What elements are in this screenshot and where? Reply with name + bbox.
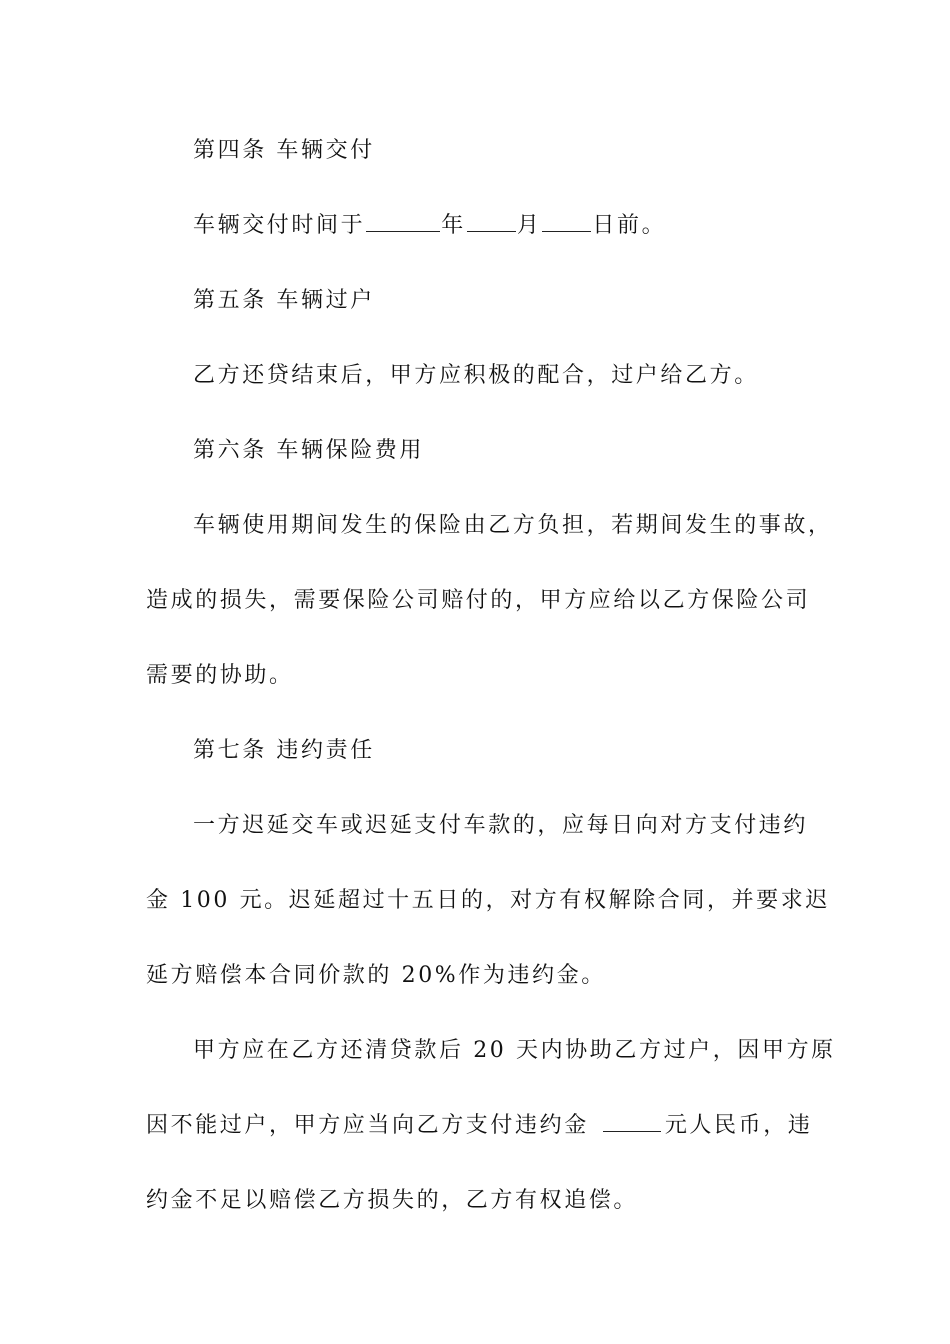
article-4-delivery-date-line (193, 206, 836, 246)
year-blank (366, 213, 440, 232)
day-label: 日前。 (592, 213, 667, 238)
article-7-para-2-line-2 (146, 1106, 836, 1146)
article-4-heading: 第四条 车辆交付 (193, 138, 375, 163)
article-5-text: 乙方还贷结束后，甲方应积极的配合，过户给乙方。 (193, 363, 759, 388)
article-7-para-1-line-2: 金 100 元。迟延超过十五日的，对方有权解除合同，并要求迟 (146, 888, 830, 913)
article-6-line-1: 车辆使用期间发生的保险由乙方负担，若期间发生的事故， (193, 513, 833, 538)
penalty-text-before: 因不能过户，甲方应当向乙方支付违约金 (146, 1113, 589, 1138)
article-7-heading: 第七条 违约责任 (193, 738, 375, 763)
article-7-para-2-line-1: 甲方应在乙方还清贷款后 20 天内协助乙方过户，因甲方原 (193, 1038, 836, 1063)
penalty-text-after: 元人民币，违 (664, 1113, 813, 1138)
article-5-heading: 第五条 车辆过户 (193, 288, 375, 313)
article-7-para-2-line-3: 约金不足以赔偿乙方损失的，乙方有权追偿。 (146, 1188, 639, 1213)
year-label: 年 (441, 213, 466, 238)
month-label: 月 (516, 213, 542, 238)
article-7-para-1-line-1: 一方迟延交车或迟延支付车款的，应每日向对方支付违约 (193, 813, 809, 838)
delivery-time-label: 车辆交付时间于 (193, 213, 366, 238)
day-blank (542, 213, 591, 232)
article-7-para-1-line-3: 延方赔偿本合同价款的 20%作为违约金。 (146, 963, 606, 988)
article-6-line-3: 需要的协助。 (146, 663, 294, 688)
article-6-line-2: 造成的损失，需要保险公司赔付的，甲方应给以乙方保险公司 (146, 588, 811, 613)
article-6-heading: 第六条 车辆保险费用 (193, 438, 424, 463)
penalty-amount-blank (603, 1113, 661, 1132)
month-blank (467, 213, 516, 232)
